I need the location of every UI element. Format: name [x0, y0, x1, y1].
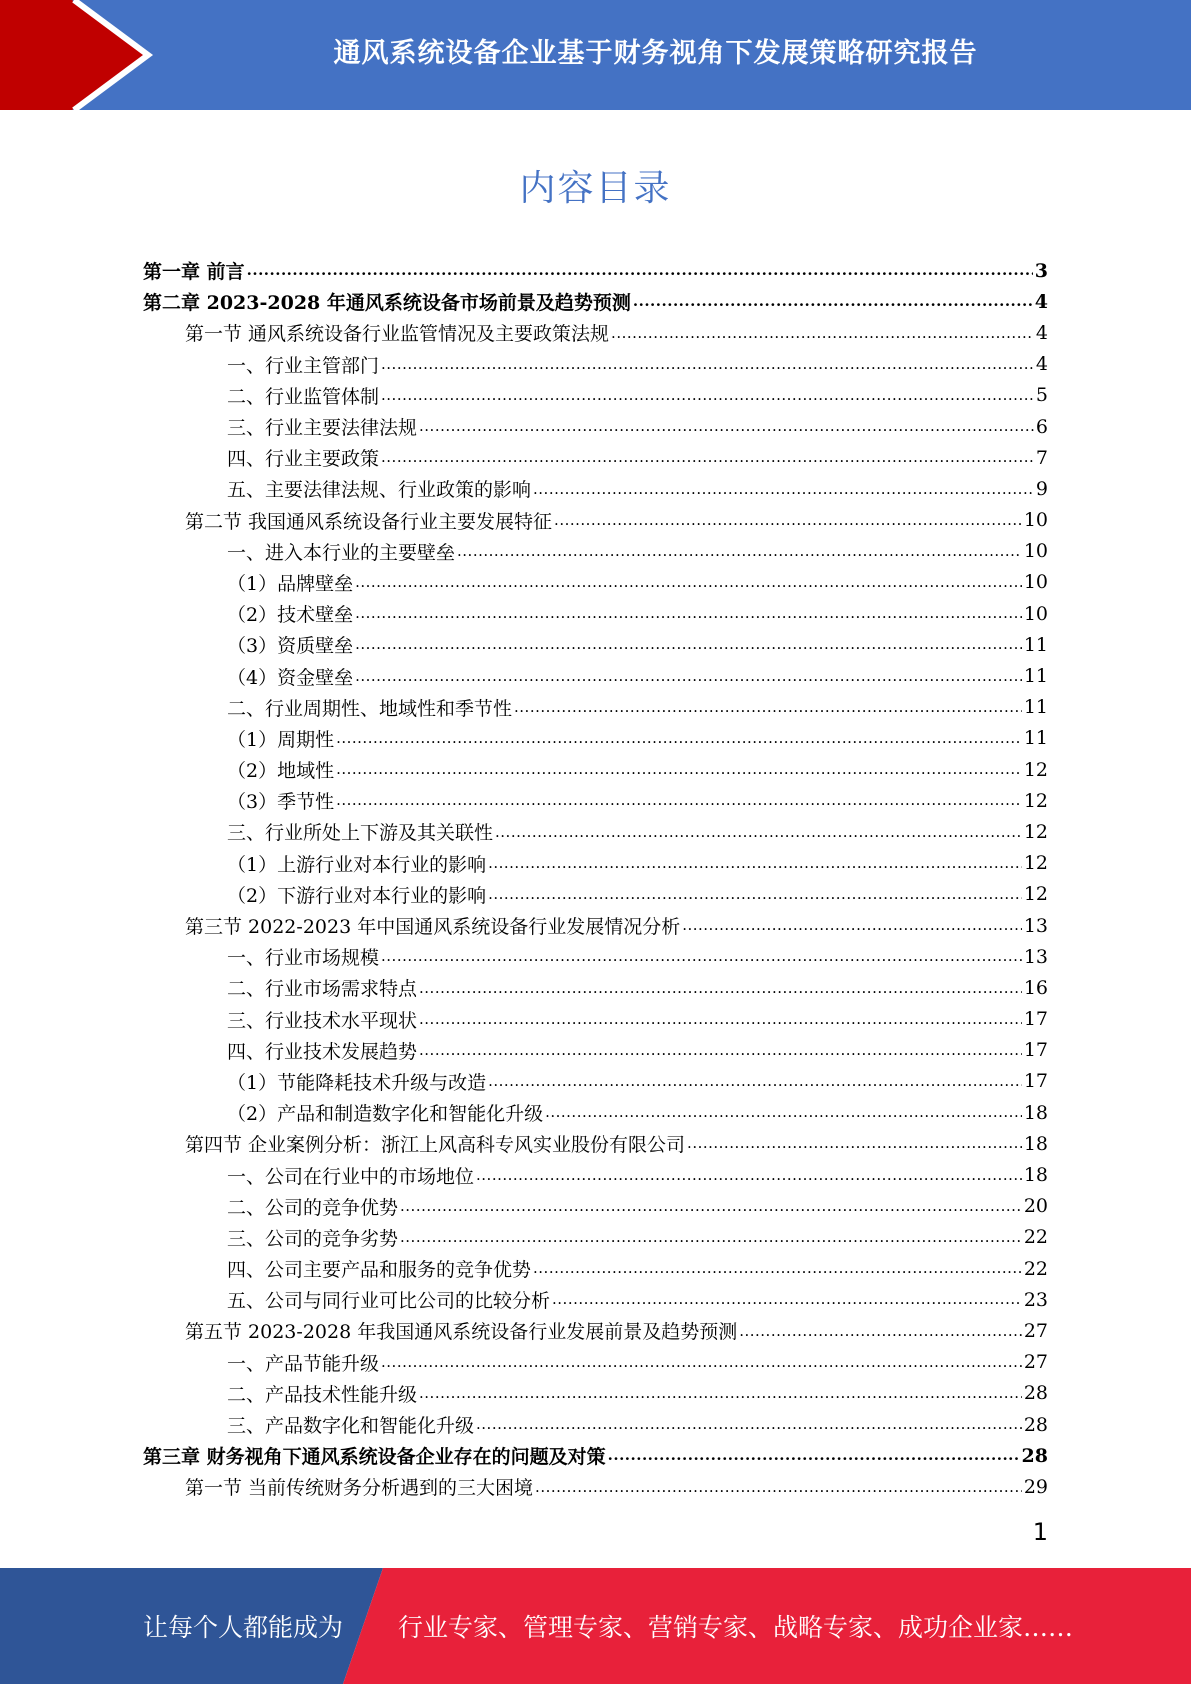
toc-entry-page: 18 — [1023, 1132, 1048, 1155]
toc-entry-page: 4 — [1035, 353, 1048, 376]
toc-leader-dots — [355, 629, 1022, 660]
toc-leader-dots — [400, 1222, 1022, 1253]
toc-entry-label: 二、行业市场需求特点 — [227, 978, 418, 1001]
toc-entry-label: （3）季节性 — [227, 791, 335, 814]
toc-entry-label: 一、产品节能升级 — [227, 1352, 380, 1375]
toc-leader-dots — [488, 879, 1022, 910]
toc-entry-page: 5 — [1035, 384, 1048, 407]
toc-entry-label: （2）技术壁垒 — [227, 604, 354, 627]
toc-entry-label: 二、公司的竞争优势 — [227, 1196, 399, 1219]
toc-entry-page: 17 — [1023, 1008, 1048, 1031]
toc-leader-dots — [682, 910, 1022, 941]
toc-entry-page: 13 — [1023, 914, 1048, 937]
toc-entry-label: （2）产品和制造数字化和智能化升级 — [227, 1103, 544, 1126]
toc-entry-page: 9 — [1035, 477, 1048, 500]
toc-leader-dots — [545, 1097, 1022, 1128]
toc-entry-label: 第一章 前言 — [143, 261, 245, 284]
toc-leader-dots — [355, 567, 1022, 598]
toc-entry-page: 28 — [1023, 1382, 1048, 1405]
toc-entry-label: （2）下游行业对本行业的影响 — [227, 884, 487, 907]
toc-entry-page: 10 — [1023, 509, 1048, 532]
toc-entry[interactable] — [143, 1222, 1048, 1253]
toc-leader-dots — [419, 972, 1022, 1003]
toc-entry-page: 10 — [1023, 571, 1048, 594]
toc-entry-page: 22 — [1023, 1226, 1048, 1249]
toc-entry[interactable] — [143, 1191, 1048, 1222]
toc-entry-page: 12 — [1023, 852, 1048, 875]
toc-entry[interactable] — [143, 1378, 1048, 1409]
toc-entry-page: 27 — [1023, 1319, 1048, 1342]
toc-entry-label: （1）品牌壁垒 — [227, 572, 354, 595]
toc-entry-page: 23 — [1023, 1288, 1048, 1311]
toc-entry-page: 12 — [1023, 883, 1048, 906]
toc-entry-label: 三、行业技术水平现状 — [227, 1009, 418, 1032]
toc-leader-dots — [457, 536, 1022, 567]
toc-leader-dots — [488, 1066, 1022, 1097]
toc-entry-label: 第四节 企业案例分析：浙江上风高科专风实业股份有限公司 — [185, 1134, 686, 1157]
toc-leader-dots — [419, 1378, 1022, 1409]
toc-entry[interactable] — [143, 598, 1048, 629]
toc-leader-dots — [336, 785, 1022, 816]
toc-entry[interactable] — [143, 910, 1048, 941]
toc-leader-dots — [633, 286, 1033, 317]
toc-entry[interactable] — [143, 1066, 1048, 1097]
toc-entry[interactable] — [143, 567, 1048, 598]
toc-entry[interactable] — [143, 317, 1048, 348]
toc-entry[interactable] — [143, 785, 1048, 816]
toc-leader-dots — [381, 442, 1034, 473]
toc-entry-page: 7 — [1035, 446, 1048, 469]
toc-leader-dots — [419, 411, 1034, 442]
toc-entry[interactable] — [143, 1097, 1048, 1128]
toc-entry-page: 11 — [1023, 633, 1048, 656]
report-title: 通风系统设备企业基于财务视角下发展策略研究报告 — [333, 37, 978, 69]
toc-entry-label: （2）地域性 — [227, 760, 335, 783]
toc-entry-label: 三、产品数字化和智能化升级 — [227, 1415, 475, 1438]
toc-entry-page: 12 — [1023, 758, 1048, 781]
toc-entry-label: （3）资质壁垒 — [227, 635, 354, 658]
toc-entry-page: 28 — [1023, 1413, 1048, 1436]
toc-entry[interactable] — [143, 1035, 1048, 1066]
toc-entry-label: 第一节 当前传统财务分析遇到的三大困境 — [185, 1477, 534, 1500]
toc-entry-page: 17 — [1023, 1039, 1048, 1062]
toc-leader-dots — [400, 1191, 1022, 1222]
toc-heading: 内容目录 — [519, 168, 672, 209]
toc-entry[interactable] — [143, 660, 1048, 691]
toc-entry-label: 四、公司主要产品和服务的竞争优势 — [227, 1259, 532, 1282]
toc-entry-page: 16 — [1023, 976, 1048, 999]
toc-entry-label: （1）上游行业对本行业的影响 — [227, 853, 487, 876]
toc-entry-page: 11 — [1023, 696, 1048, 719]
toc-leader-dots — [533, 473, 1034, 504]
toc-leader-dots — [355, 598, 1022, 629]
toc-entry[interactable] — [143, 879, 1048, 910]
toc-entry-label: 四、行业主要政策 — [227, 448, 380, 471]
toc-entry[interactable] — [143, 536, 1048, 567]
toc-entry[interactable] — [143, 629, 1048, 660]
toc-entry-page: 11 — [1023, 727, 1048, 750]
toc-leader-dots — [336, 723, 1022, 754]
toc-entry[interactable] — [143, 286, 1048, 317]
toc-leader-dots — [687, 1128, 1022, 1159]
toc-entry[interactable] — [143, 1284, 1048, 1315]
toc-entry[interactable] — [143, 816, 1048, 847]
toc-entry-label: 一、行业市场规模 — [227, 947, 380, 970]
toc-leader-dots — [552, 1284, 1022, 1315]
toc-entry-label: 第五节 2023-2028 年我国通风系统设备行业发展前景及趋势预测 — [185, 1321, 738, 1344]
toc-entry-page: 28 — [1021, 1444, 1048, 1467]
toc-entry[interactable] — [143, 380, 1048, 411]
toc-entry[interactable] — [143, 723, 1048, 754]
toc-entry-page: 4 — [1035, 321, 1048, 344]
toc-entry[interactable] — [143, 1440, 1048, 1471]
toc-leader-dots — [488, 848, 1022, 879]
toc-leader-dots — [247, 255, 1033, 286]
toc-entry-page: 12 — [1023, 820, 1048, 843]
toc-entry-label: 一、行业主管部门 — [227, 354, 380, 377]
footer-banner — [0, 1568, 1191, 1684]
toc-leader-dots — [533, 1253, 1022, 1284]
toc-entry-page: 18 — [1023, 1101, 1048, 1124]
toc-leader-dots — [355, 660, 1022, 691]
toc-entry-label: 三、行业所处上下游及其关联性 — [227, 822, 494, 845]
toc-entry-page: 17 — [1023, 1070, 1048, 1093]
toc-entry[interactable] — [143, 1471, 1048, 1502]
toc-entry-page: 12 — [1023, 789, 1048, 812]
toc-entry-label: （1）节能降耗技术升级与改造 — [227, 1071, 487, 1094]
toc-leader-dots — [739, 1315, 1022, 1346]
toc-entry-page: 29 — [1023, 1475, 1048, 1498]
toc-entry[interactable] — [143, 1315, 1048, 1346]
toc-entry[interactable] — [143, 754, 1048, 785]
toc-entry-page: 27 — [1023, 1351, 1048, 1374]
toc-entry-page: 13 — [1023, 945, 1048, 968]
toc-entry-label: 五、公司与同行业可比公司的比较分析 — [227, 1290, 551, 1313]
toc-entry-label: 二、行业周期性、地域性和季节性 — [227, 697, 513, 720]
toc-leader-dots — [554, 505, 1022, 536]
toc-entry-page: 11 — [1023, 665, 1048, 688]
toc-entry-label: 第二节 我国通风系统设备行业主要发展特征 — [185, 510, 553, 533]
toc-entry-page: 6 — [1035, 415, 1048, 438]
footer-slogan-left: 让每个人都能成为 — [143, 1613, 344, 1642]
toc-entry[interactable] — [143, 848, 1048, 879]
toc-leader-dots — [608, 1440, 1020, 1471]
toc-entry[interactable] — [143, 411, 1048, 442]
toc-entry-label: 第一节 通风系统设备行业监管情况及主要政策法规 — [185, 323, 610, 346]
toc-leader-dots — [535, 1471, 1022, 1502]
toc-entry-label: 一、公司在行业中的市场地位 — [227, 1165, 475, 1188]
toc-entry-label: 三、公司的竞争劣势 — [227, 1227, 399, 1250]
toc-leader-dots — [476, 1159, 1022, 1190]
toc-entry-page: 4 — [1034, 290, 1048, 313]
toc-entry-page: 20 — [1023, 1195, 1048, 1218]
toc-leader-dots — [495, 816, 1022, 847]
toc-entry[interactable] — [143, 972, 1048, 1003]
toc-entry-label: 第三章 财务视角下通风系统设备企业存在的问题及对策 — [143, 1446, 606, 1469]
toc-entry-label: （1）周期性 — [227, 728, 335, 751]
toc-entry[interactable] — [143, 505, 1048, 536]
toc-entry-page: 22 — [1023, 1257, 1048, 1280]
toc-entry[interactable] — [143, 941, 1048, 972]
toc-leader-dots — [419, 1004, 1022, 1035]
toc-entry[interactable] — [143, 1347, 1048, 1378]
table-of-contents — [143, 255, 1048, 1503]
toc-leader-dots — [381, 349, 1034, 380]
page-number: 1 — [1032, 1518, 1048, 1546]
toc-entry[interactable] — [143, 1159, 1048, 1190]
toc-leader-dots — [381, 380, 1034, 411]
toc-entry-page: 10 — [1023, 540, 1048, 563]
toc-entry-label: （4）资金壁垒 — [227, 666, 354, 689]
toc-leader-dots — [381, 941, 1022, 972]
toc-entry-label: 四、行业技术发展趋势 — [227, 1040, 418, 1063]
toc-entry[interactable] — [143, 1409, 1048, 1440]
toc-entry-label: 三、行业主要法律法规 — [227, 417, 418, 440]
toc-entry[interactable] — [143, 1253, 1048, 1284]
toc-leader-dots — [476, 1409, 1022, 1440]
toc-leader-dots — [419, 1035, 1022, 1066]
toc-entry[interactable] — [143, 473, 1048, 504]
toc-entry-label: 二、行业监管体制 — [227, 385, 380, 408]
toc-leader-dots — [336, 754, 1022, 785]
toc-entry-page: 18 — [1023, 1164, 1048, 1187]
toc-entry[interactable] — [143, 255, 1048, 286]
toc-entry[interactable] — [143, 1004, 1048, 1035]
toc-entry-label: 第二章 2023-2028 年通风系统设备市场前景及趋势预测 — [143, 292, 631, 315]
footer-slogan-right: 行业专家、管理专家、营销专家、战略专家、成功企业家…… — [398, 1613, 1074, 1642]
toc-leader-dots — [611, 317, 1034, 348]
toc-leader-dots — [381, 1347, 1022, 1378]
toc-entry-label: 第三节 2022-2023 年中国通风系统设备行业发展情况分析 — [185, 916, 681, 939]
toc-entry-page: 10 — [1023, 602, 1048, 625]
header-banner — [0, 0, 1191, 110]
toc-entry-label: 五、主要法律法规、行业政策的影响 — [227, 479, 532, 502]
toc-entry-page: 3 — [1034, 259, 1048, 282]
toc-entry[interactable] — [143, 692, 1048, 723]
toc-entry-label: 一、进入本行业的主要壁垒 — [227, 541, 456, 564]
toc-entry-label: 二、产品技术性能升级 — [227, 1383, 418, 1406]
toc-leader-dots — [514, 692, 1022, 723]
toc-entry[interactable] — [143, 1128, 1048, 1159]
toc-entry[interactable] — [143, 349, 1048, 380]
toc-entry[interactable] — [143, 442, 1048, 473]
